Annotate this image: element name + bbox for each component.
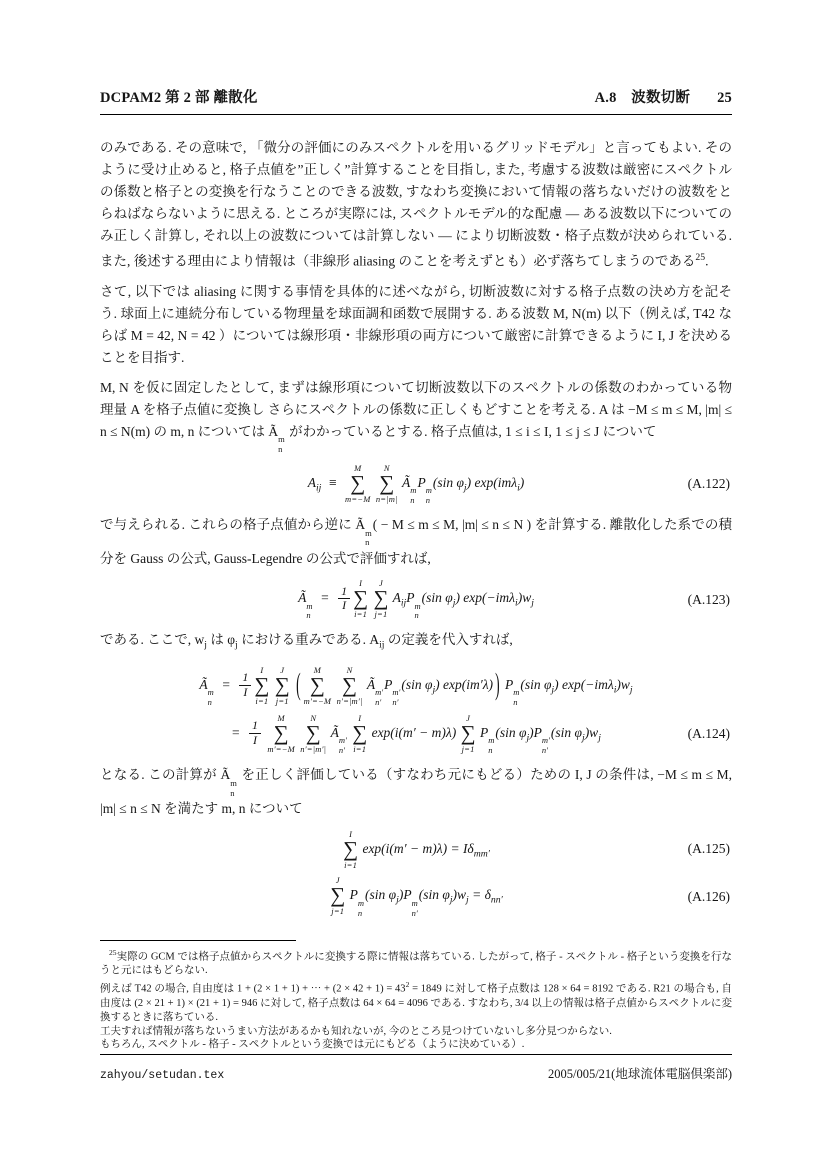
paragraph-1: のみである. その意味で, 「微分の評価にのみスペクトルを用いるグリッドモデル」と言ってもよい. そのように受け止めると, 格子点値を”正しく”計算することを目指し, また, 考慮する波数は厳密にスペクトルの係数と格子との変換を行なうことのできる波数, すなわち変換において情報の落ちないだけの波数をとらねばならないように思える. ところが実際には, スペクトルモデル的な配慮 — ある波数以下についてのみ正しく計算し, それ以上の波数については計算しない — により切断波数・格子点数が決められている. また, 後述する理由により情報は（非線形 aliasing のことを考えずとも）必ず落ちてしまうのである$^{25}$.	[100, 140, 732, 269]
equation-a125-math: I ∑ i=1 $\exp(i(m' - m)\lambda) = I\delta_{mm'}$	[343, 828, 490, 870]
equation-a122-math: $A_{ij}$ ≡ M ∑ m=−M N ∑ n=|m| Ã m n P m n (sin $\varphi_j$) exp(imλ$_i$)	[307, 462, 525, 506]
equation-a122	[100, 463, 732, 506]
equation-a122-number: (A.122)	[687, 476, 730, 492]
paragraph-2: さて, 以下では aliasing に関する事情を具体的に述べながら, 切断波数に対する格子点数の決め方を記そう. 球面上に連続分布している物理量を球面調和函数で展開する. ある波数 M, N(m) 以下（例えば, T42 ならば M = 42, N = 42 ）については線形項・非線形項の両方について厳密に計算できるように I, J を決めることを目指す.	[100, 283, 732, 365]
header-chapter-title: DCPAM2 第 2 部 離散化	[100, 90, 258, 106]
equation-a124-line1-math: Ã m n = $\frac{1}{I}$ I ∑ i=1 J ∑ j=1 ( M ∑ m′=−M N ∑ n′=|m′| Ã m′ n′ P m′ n′ (sin $\varphi_j$) exp(im′λ) ) P m n (sin $\varphi_j$) $\exp(-im\lambda_i)w_j$	[199, 664, 633, 708]
equation-a126	[100, 875, 732, 918]
paragraph-4: で与えられる. これらの格子点値から逆に Ã m n ( − M ≤ m ≤ M, |m| ≤ n ≤ N ) を計算する. 離散化した系での積分を Gauss の公式, Gauss-Legendre の公式で評価すれば,	[100, 516, 733, 567]
equation-a124-line1	[100, 665, 732, 708]
equation-a123-math: Ã m n = $\frac{1}{I}$ I ∑ i=1 J ∑ j=1 $A_{ij}P$ m n (sin $\varphi_j$) $\exp(-im\lambda_i)w_j$	[298, 578, 534, 621]
footnote-line-1: $^{25}$実際の GCM では格子点値からスペクトルに変換する際に情報は落ちている. したがって, 格子 - スペクトル - 格子という変換を行なうと元にはもどらない.	[100, 948, 732, 977]
running-header-right	[595, 86, 732, 107]
header-section-title: A.8 波数切断	[594, 90, 691, 106]
text-column	[100, 86, 732, 923]
paragraph-6: となる. この計算が Ã m n を正しく評価している（すなわち元にもどる）ための I, J の条件は, −M ≤ m ≤ M, |m| ≤ n ≤ N を満たす m, n について	[100, 767, 732, 817]
footnote-line-4: もちろん, スペクトル - 格子 - スペクトルという変換では元にもどる（ように決めている）.	[100, 1039, 525, 1051]
footnote	[100, 940, 732, 1052]
equation-a124-line2-math: = $\frac{1}{I}$ M ∑ m′=−M N ∑ n′=|m′| Ã m′ n′ I ∑ i=1 exp(i(m′ − m)λ) J ∑ j=1 P m n (sin $\varphi_j)P$ m′ n′ (sin $\varphi_j)w_j$	[231, 712, 601, 756]
footer-file-path: zahyou/setudan.tex	[100, 1069, 225, 1082]
footnote-line-3: 工夫すれば情報が落ちないうまい方法があるかも知れないが, 今のところ見つけていないし多分見つからない.	[100, 1025, 612, 1037]
equation-a124-number: (A.124)	[687, 726, 730, 742]
paragraph-3: M, N を仮に固定したとして, まずは線形項について切断波数以下のスペクトルの係数のわかっている物理量 A を格子点値に変換し さらにスペクトルの係数に正しくもどすことを考える. A は −M ≤ m ≤ M, |m| ≤ n ≤ N(m) の m, n については Ã m n がわかっているとする. 格子点値は, 1 ≤ i ≤ I, 1 ≤ j ≤ J について	[100, 379, 732, 455]
equation-a125-number: (A.125)	[687, 841, 730, 857]
equation-a126-number: (A.126)	[687, 888, 730, 904]
equation-a123	[100, 578, 732, 621]
header-page-number: 25	[717, 90, 732, 106]
running-header	[100, 86, 732, 115]
equation-a126-math: J ∑ j=1 P m n (sin $\varphi_j)P$ m n′ (sin $\varphi_j)w_j = \delta_{nn'}$	[330, 875, 503, 918]
page-footer	[100, 1054, 732, 1082]
footer-date: 2005/005/21(地球流体電脳倶楽部)	[547, 1067, 732, 1081]
equation-a124-line2	[100, 713, 732, 756]
equation-a125	[100, 828, 732, 870]
equation-a123-number: (A.123)	[687, 591, 730, 607]
footnote-rule	[100, 940, 296, 941]
footnote-line-2: 例えば T42 の場合, 自由度は 1 + (2 × 1 + 1) + ⋯ + $(2 \times 42 + 1) = 43^2 = 1849$ に対して格子点数は 128 × 64 = 8192 である. R21 の場合も, 自由度は (2 × 21 + 1) × (21 + 1) = 946 に対して, 格子点数は 64 × 64 = 4096 である. すなわち, 3/4 以上の情報は格子点値からスペクトルに変換するときに落ちている.	[100, 980, 732, 1023]
paragraph-5: である. ここで, $w_j$ は $\varphi_j$ における重みである. $A_{ij}$ の定義を代入すれば,	[100, 632, 513, 651]
